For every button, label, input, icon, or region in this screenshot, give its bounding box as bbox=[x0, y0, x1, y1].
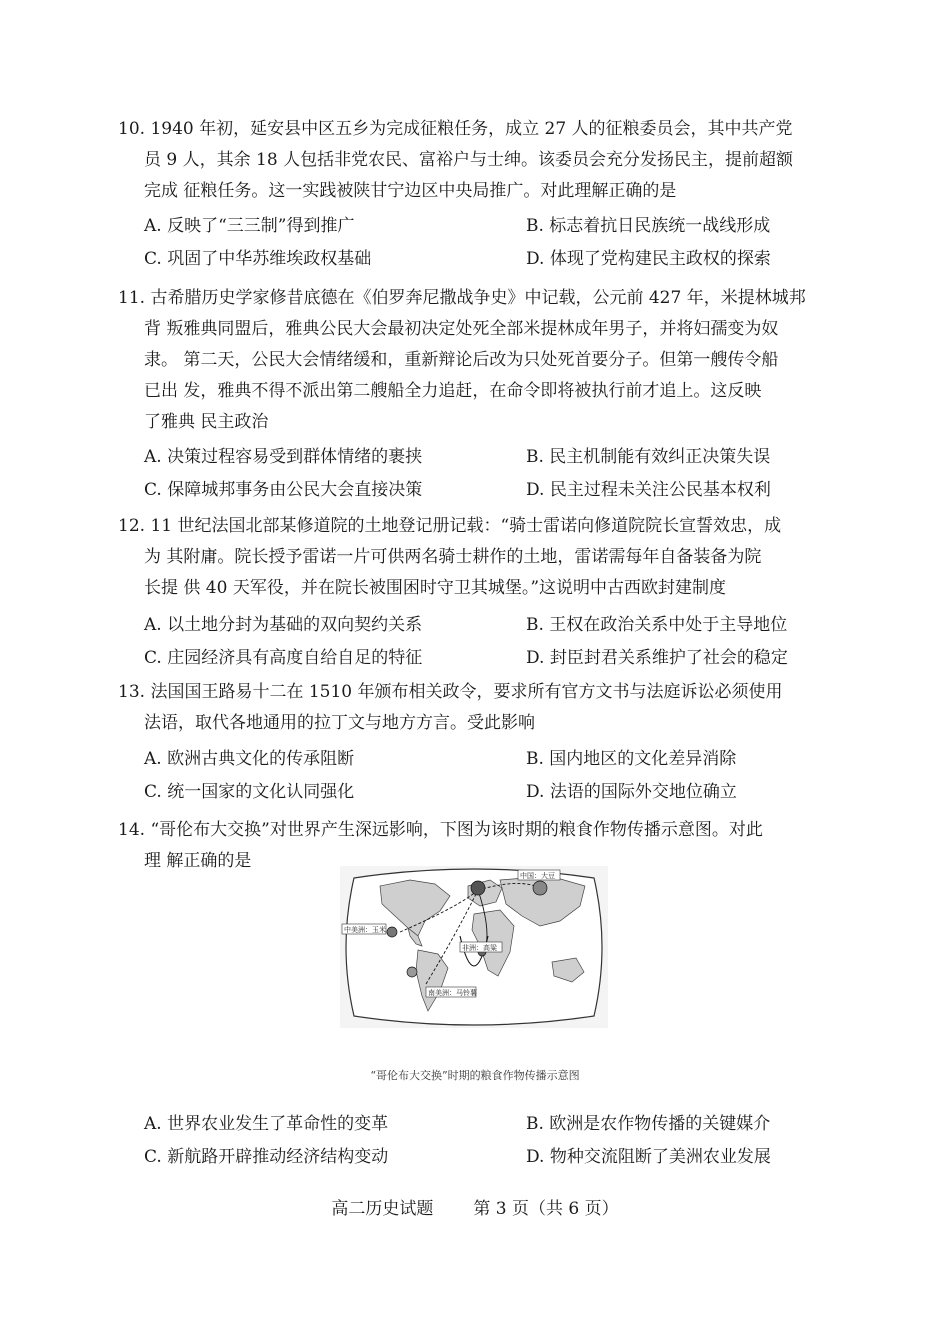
question-12 bbox=[118, 511, 848, 604]
soybean-marker bbox=[533, 881, 547, 895]
option-d[interactable]: D. 法语的国际外交地位确立 bbox=[526, 782, 737, 802]
question-line: 11. 古希腊历史学家修昔底德在《伯罗奔尼撒战争史》中记载，公元前 427 年，米提林城邦 bbox=[118, 288, 806, 308]
page-footer bbox=[0, 1194, 950, 1219]
option-b[interactable]: B. 欧洲是农作物传播的关键媒介 bbox=[526, 1114, 771, 1134]
question-line: 14. “哥伦布大交换”对世界产生深远影响，下图为该时期的粮食作物传播示意图。对此 bbox=[118, 820, 763, 840]
option-c[interactable]: C. 庄园经济具有高度自给自足的特征 bbox=[144, 648, 423, 668]
question-11 bbox=[118, 283, 848, 438]
label-africa: 非洲：高粱 bbox=[462, 944, 497, 952]
option-d[interactable]: D. 封臣封君关系维护了社会的稳定 bbox=[526, 648, 788, 668]
option-b[interactable]: B. 国内地区的文化差异消除 bbox=[526, 749, 737, 769]
question-line: 了雅典 民主政治 bbox=[144, 412, 269, 432]
figure-caption: “哥伦布大交换”时期的粮食作物传播示意图 bbox=[370, 1069, 580, 1082]
question-10-options bbox=[144, 210, 844, 276]
question-line: 10. 1940 年初，延安县中区五乡为完成征粮任务，成立 27 人的征粮委员会，其中共产党 bbox=[118, 119, 793, 139]
question-line: 12. 11 世纪法国北部某修道院的土地登记册记载：“骑士雷诺向修道院院长宣誓效忠，成 bbox=[118, 516, 782, 536]
europe-hub-marker bbox=[471, 881, 485, 895]
world-map-illustration bbox=[340, 866, 608, 1028]
option-c[interactable]: C. 保障城邦事务由公民大会直接决策 bbox=[144, 480, 423, 500]
option-b[interactable]: B. 王权在政治关系中处于主导地位 bbox=[526, 615, 788, 635]
question-13-options bbox=[144, 743, 844, 809]
question-line: 背 叛雅典同盟后，雅典公民大会最初决定处死全部米提林成年男子，并将妇孺变为奴 bbox=[144, 319, 779, 339]
option-d[interactable]: D. 体现了党构建民主政权的探索 bbox=[526, 249, 771, 269]
option-a[interactable]: A. 决策过程容易受到群体情绪的裹挟 bbox=[144, 447, 423, 467]
option-b[interactable]: B. 标志着抗日民族统一战线形成 bbox=[526, 216, 771, 236]
label-china: 中国：大豆 bbox=[520, 872, 555, 880]
question-12-options bbox=[144, 609, 844, 675]
question-14-options bbox=[144, 1108, 844, 1174]
question-line: 长提 供 40 天军役，并在院长被围困时守卫其城堡。”这说明中古西欧封建制度 bbox=[144, 578, 727, 598]
question-line: 13. 法国国王路易十二在 1510 年颁布相关政令，要求所有官方文书与法庭诉讼必须使用 bbox=[118, 682, 783, 702]
question-10 bbox=[118, 114, 848, 207]
option-a[interactable]: A. 世界农业发生了革命性的变革 bbox=[144, 1114, 389, 1134]
question-line: 理 解正确的是 bbox=[144, 851, 252, 871]
question-line: 已出 发，雅典不得不派出第二艘船全力追赶，在命令即将被执行前才追上。这反映 bbox=[144, 381, 762, 401]
label-south-america: 南美洲：马铃薯 bbox=[428, 989, 477, 997]
question-line: 隶。 第二天，公民大会情绪缓和，重新辩论后改为只处死首要分子。但第一艘传令船 bbox=[144, 350, 779, 370]
question-line: 为 其附庸。院长授予雷诺一片可供两名骑士耕作的土地，雷诺需每年自备装备为院 bbox=[144, 547, 762, 567]
option-c[interactable]: C. 新航路开辟推动经济结构变动 bbox=[144, 1147, 389, 1167]
option-a[interactable]: A. 反映了“三三制”得到推广 bbox=[144, 216, 355, 236]
label-central-america: 中美洲：玉米 bbox=[344, 926, 386, 934]
option-b[interactable]: B. 民主机制能有效纠正决策失误 bbox=[526, 447, 771, 467]
option-a[interactable]: A. 欧洲古典文化的传承阻断 bbox=[144, 749, 355, 769]
footer-page-number: 第 3 页（共 6 页） bbox=[473, 1199, 619, 1219]
footer-subject: 高二历史试题 bbox=[331, 1199, 434, 1219]
question-13 bbox=[118, 677, 848, 739]
option-c[interactable]: C. 巩固了中华苏维埃政权基础 bbox=[144, 249, 372, 269]
question-line: 完成 征粮任务。这一实践被陕甘宁边区中央局推广。对此理解正确的是 bbox=[144, 181, 677, 201]
question-11-options bbox=[144, 441, 844, 507]
question-line: 法语，取代各地通用的拉丁文与地方方言。受此影响 bbox=[144, 713, 535, 733]
crop-exchange-map bbox=[340, 866, 608, 1028]
question-line: 员 9 人，其余 18 人包括非党农民、富裕户与士绅。该委员会充分发扬民主，提前超额 bbox=[144, 150, 794, 170]
potato-marker bbox=[407, 967, 417, 977]
option-a[interactable]: A. 以土地分封为基础的双向契约关系 bbox=[144, 615, 423, 635]
option-c[interactable]: C. 统一国家的文化认同强化 bbox=[144, 782, 355, 802]
option-d[interactable]: D. 物种交流阻断了美洲农业发展 bbox=[526, 1147, 771, 1167]
option-d[interactable]: D. 民主过程未关注公民基本权利 bbox=[526, 480, 771, 500]
corn-marker bbox=[387, 927, 397, 937]
